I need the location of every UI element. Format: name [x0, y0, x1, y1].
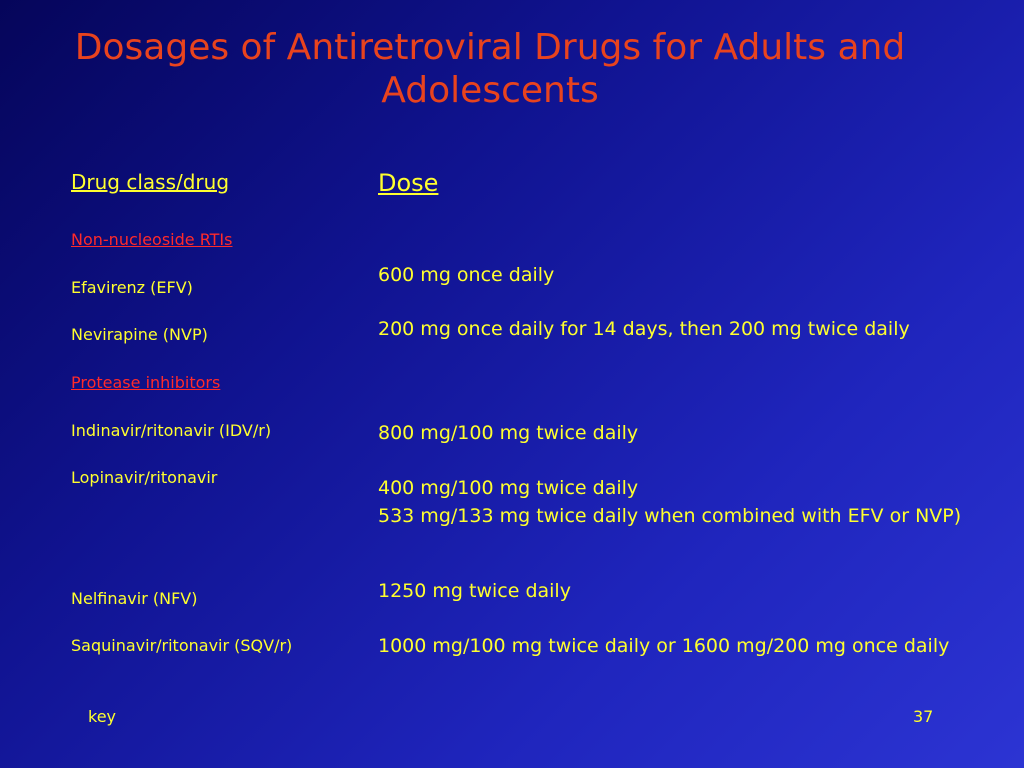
category-nnrti[interactable]: Non-nucleoside RTIs: [71, 230, 233, 249]
dose-nevirapine: 200 mg once daily for 14 days, then 200 mg twice daily: [378, 318, 910, 340]
dose-lopinavir-ritonavir-efv-nvp: 533 mg/133 mg twice daily when combined with EFV or NVP): [378, 505, 962, 527]
drug-nevirapine: Nevirapine (NVP): [71, 325, 208, 344]
dose-efavirenz: 600 mg once daily: [378, 264, 555, 286]
slide-number: 37: [913, 707, 934, 726]
dose-saquinavir-ritonavir: 1000 mg/100 mg twice daily or 1600 mg/200 mg once daily: [378, 635, 950, 657]
header-dose: Dose: [378, 169, 439, 197]
drug-saquinavir-ritonavir: Saquinavir/ritonavir (SQV/r): [71, 636, 293, 655]
dose-lopinavir-ritonavir: 400 mg/100 mg twice daily: [378, 477, 639, 499]
drug-efavirenz: Efavirenz (EFV): [71, 278, 193, 297]
category-protease-inhibitors[interactable]: Protease inhibitors: [71, 373, 221, 392]
header-drug-class: Drug class/drug: [71, 170, 230, 194]
dose-nelfinavir: 1250 mg twice daily: [378, 580, 571, 602]
drug-nelfinavir: Nelfinavir (NFV): [71, 589, 198, 608]
drug-lopinavir-ritonavir: Lopinavir/ritonavir: [71, 468, 218, 487]
drug-indinavir-ritonavir: Indinavir/ritonavir (IDV/r): [71, 421, 272, 440]
footer-key: key: [88, 707, 117, 726]
slide-title: Dosages of Antiretroviral Drugs for Adults and Adolescents: [74, 27, 906, 111]
dose-indinavir-ritonavir: 800 mg/100 mg twice daily: [378, 422, 639, 444]
